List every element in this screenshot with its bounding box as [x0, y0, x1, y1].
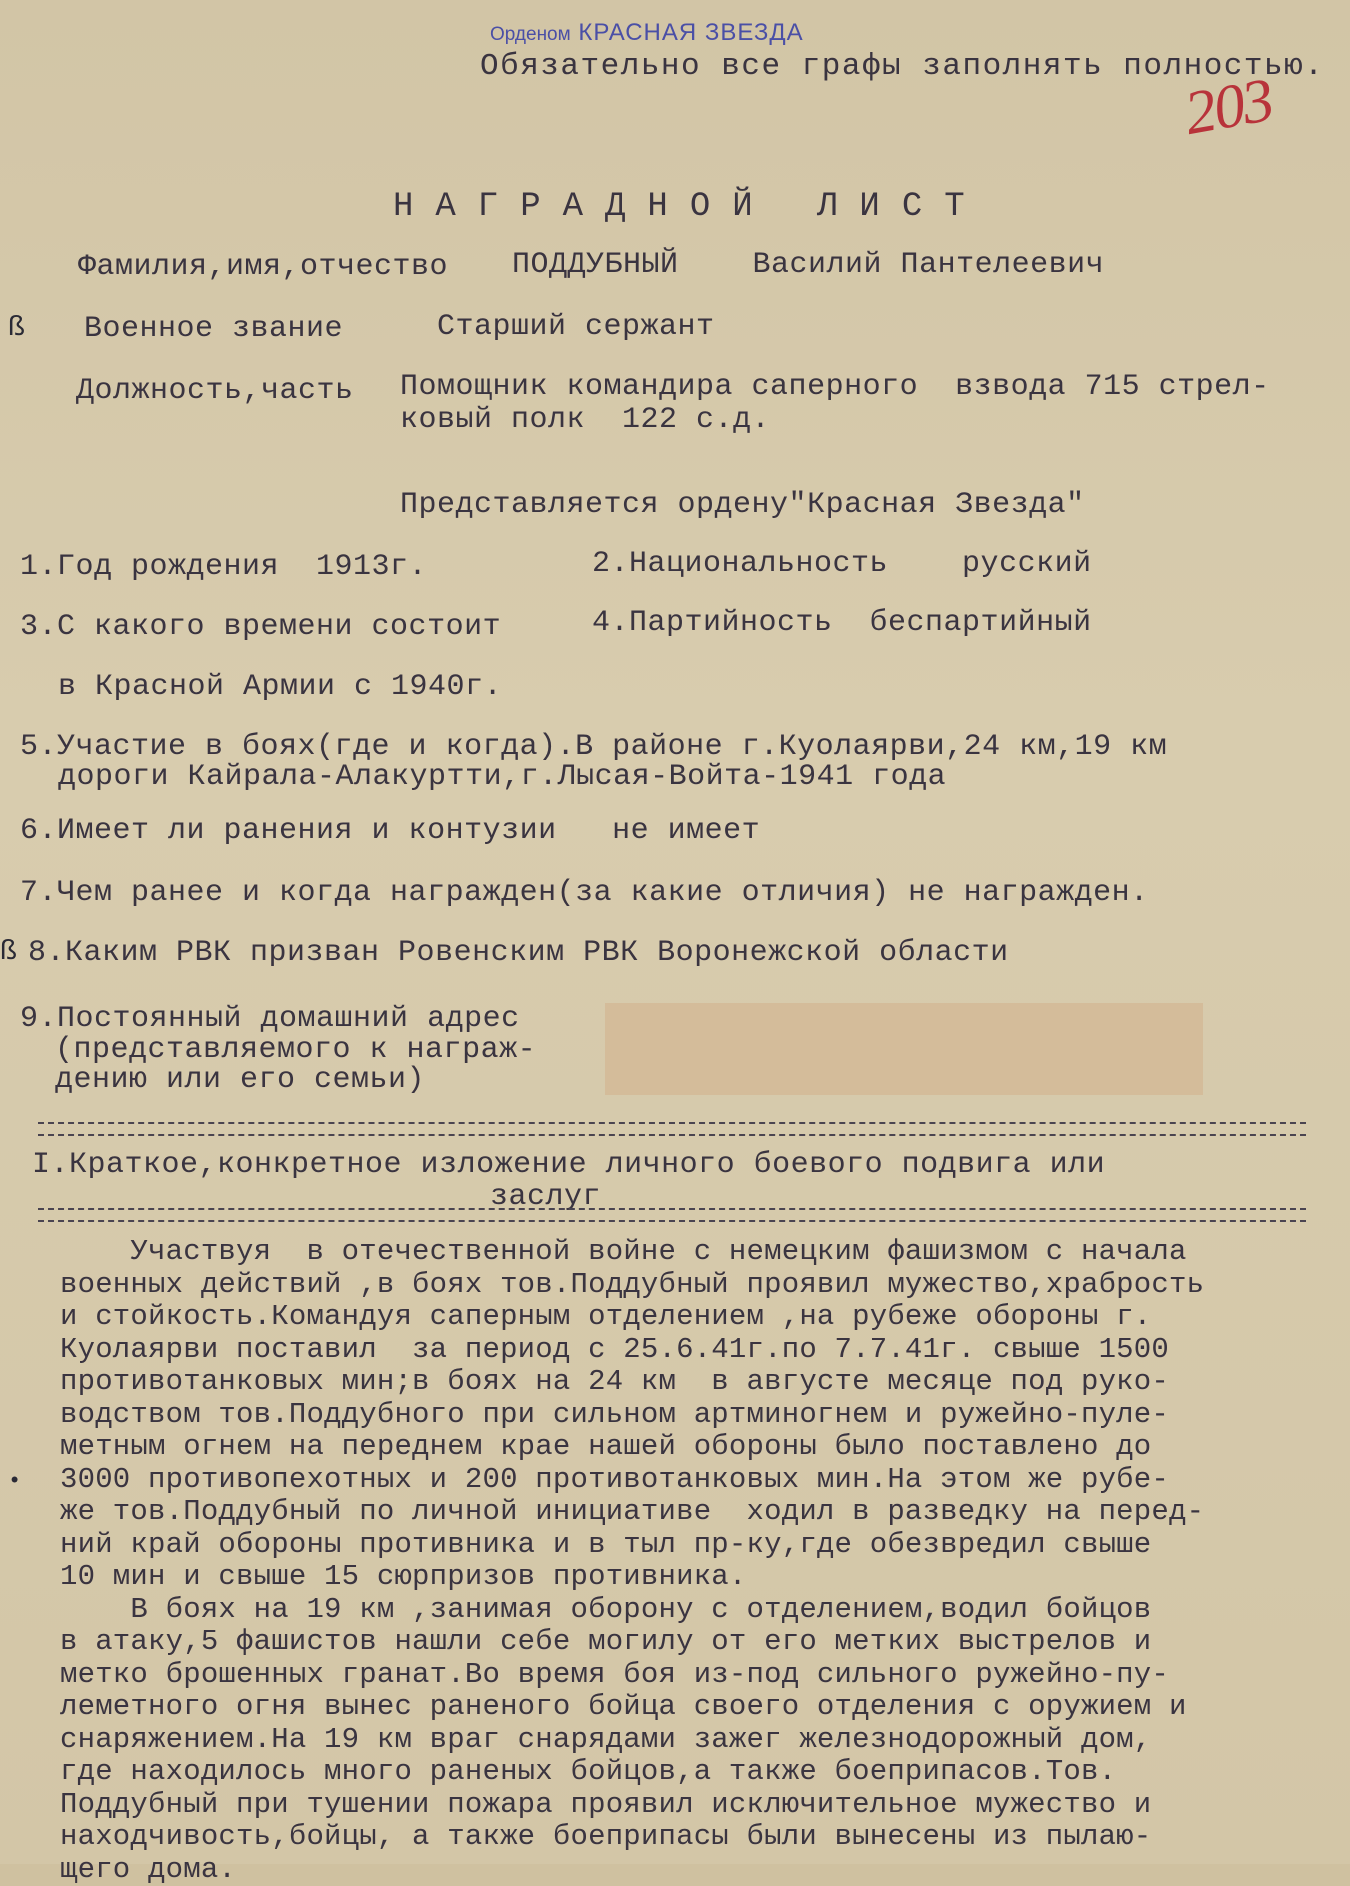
- margin-mark: ß: [8, 312, 25, 346]
- item-battles-cont: дороги Кайрала-Алакуртти,г.Лысая-Войта-1941 года: [58, 760, 946, 794]
- item-birth-year: 1.Год рождения 1913г.: [20, 550, 427, 584]
- citation-line: находчивость,бойцы, а также боеприпасы были вынесены из пылаю-: [60, 1821, 1151, 1854]
- citation-line: водством тов.Поддубного при сильном артминогнем и ружейно-пуле-: [60, 1399, 1169, 1432]
- item-nationality: 2.Национальность русский: [592, 547, 1092, 581]
- citation-line: Поддубный при тушении пожара проявил исключительное мужество и: [60, 1789, 1151, 1822]
- citation-line: 10 мин и свыше 15 сюрпризов противника.: [60, 1561, 747, 1594]
- post-value-line-2: ковый полк 122 с.д.: [400, 403, 770, 437]
- item-service-since-value: в Красной Армии с 1940г.: [58, 670, 502, 704]
- section-heading-cont: заслуг: [490, 1180, 601, 1214]
- rank-value: Старший сержант: [437, 310, 715, 344]
- item-service-since: 3.С какого времени состоит: [20, 610, 501, 644]
- citation-line: и стойкость.Командуя саперным отделением ,на рубеже обороны г.: [60, 1301, 1151, 1334]
- presented-to: Представляется ордену"Красная Звезда": [400, 488, 1085, 522]
- citation-line: снаряжением.На 19 км враг снарядами зажег железнодорожный дом,: [60, 1724, 1151, 1757]
- citation-line: Участвуя в отечественной войне с немецким фашизмом с начала: [60, 1236, 1187, 1269]
- citation-line: В боях на 19 км ,занимая оборону с отделением,водил бойцов: [60, 1594, 1151, 1627]
- item-address-cont-2: дению или его семьи): [55, 1063, 425, 1097]
- margin-mark: •: [8, 1465, 22, 1499]
- item-address: 9.Постоянный домашний адрес: [20, 1002, 520, 1036]
- item-address-cont-1: (представляемого к награж-: [55, 1033, 536, 1067]
- citation-line: противотанковых мин;в боях на 24 км в августе месяце под руко-: [60, 1366, 1169, 1399]
- section-divider: [38, 1208, 1306, 1222]
- name-label: Фамилия,имя,отчество: [78, 250, 448, 284]
- item-battles: 5.Участие в боях(где и когда).В районе г.Куолаярви,24 км,19 км: [20, 730, 1167, 764]
- citation-line: 3000 противопехотных и 200 противотанковых мин.На этом же рубе-: [60, 1464, 1169, 1497]
- post-label: Должность,часть: [76, 374, 354, 408]
- citation-line: же тов.Поддубный по личной инициативе ходил в разведку на перед-: [60, 1496, 1204, 1529]
- name-value: ПОДДУБНЫЙ Василий Пантелеевич: [512, 248, 1104, 282]
- margin-mark: ß: [0, 936, 17, 970]
- item-prior-awards: 7.Чем ранее и когда награжден(за какие отличия) не награжден.: [20, 876, 1149, 910]
- item-wounds: 6.Имеет ли ранения и контузии не имеет: [20, 814, 760, 848]
- redacted-address: [605, 1003, 1203, 1095]
- stamp-award: КРАСНАЯ ЗВЕЗДА: [578, 19, 803, 46]
- item-party: 4.Партийность беспартийный: [592, 606, 1092, 640]
- citation-line: метко брошенных гранат.Во время боя из-под сильного ружейно-пу-: [60, 1659, 1169, 1692]
- citation-line: где находилось много раненых бойцов,а также боеприпасов.Тов.: [60, 1756, 1116, 1789]
- section-heading: I.Краткое,конкретное изложение личного боевого подвига или: [32, 1148, 1105, 1182]
- citation-line: метным огнем на переднем крае нашей обороны было поставлено до: [60, 1431, 1151, 1464]
- citation-line: щего дома.: [60, 1854, 236, 1886]
- sheet-number: 203: [1179, 65, 1277, 150]
- header-instruction: Обязательно все графы заполнять полностью.: [480, 50, 1324, 84]
- award-stamp: [490, 16, 804, 52]
- post-value-line-1: Помощник командира саперного взвода 715 стрел-: [400, 370, 1270, 404]
- citation-line: ний край обороны противника и в тыл пр-ку,где обезвредил свыше: [60, 1529, 1151, 1562]
- item-conscription: 8.Каким РВК призван Ровенским РВК Воронежской области: [28, 936, 1009, 970]
- section-divider: [38, 1122, 1306, 1136]
- document-title: НАГРАДНОЙ ЛИСТ: [393, 190, 987, 224]
- citation-line: леметного огня вынес раненого бойца своего отделения с оружием и: [60, 1691, 1187, 1724]
- stamp-prefix: Орденом: [490, 24, 571, 45]
- citation-line: Куолаярви поставил за период с 25.6.41г.по 7.7.41г. свыше 1500: [60, 1334, 1169, 1367]
- citation-line: военных действий ,в боях тов.Поддубный проявил мужество,храбрость: [60, 1269, 1204, 1302]
- rank-label: Военное звание: [84, 312, 343, 346]
- citation-line: в атаку,5 фашистов нашли себе могилу от его метких выстрелов и: [60, 1626, 1151, 1659]
